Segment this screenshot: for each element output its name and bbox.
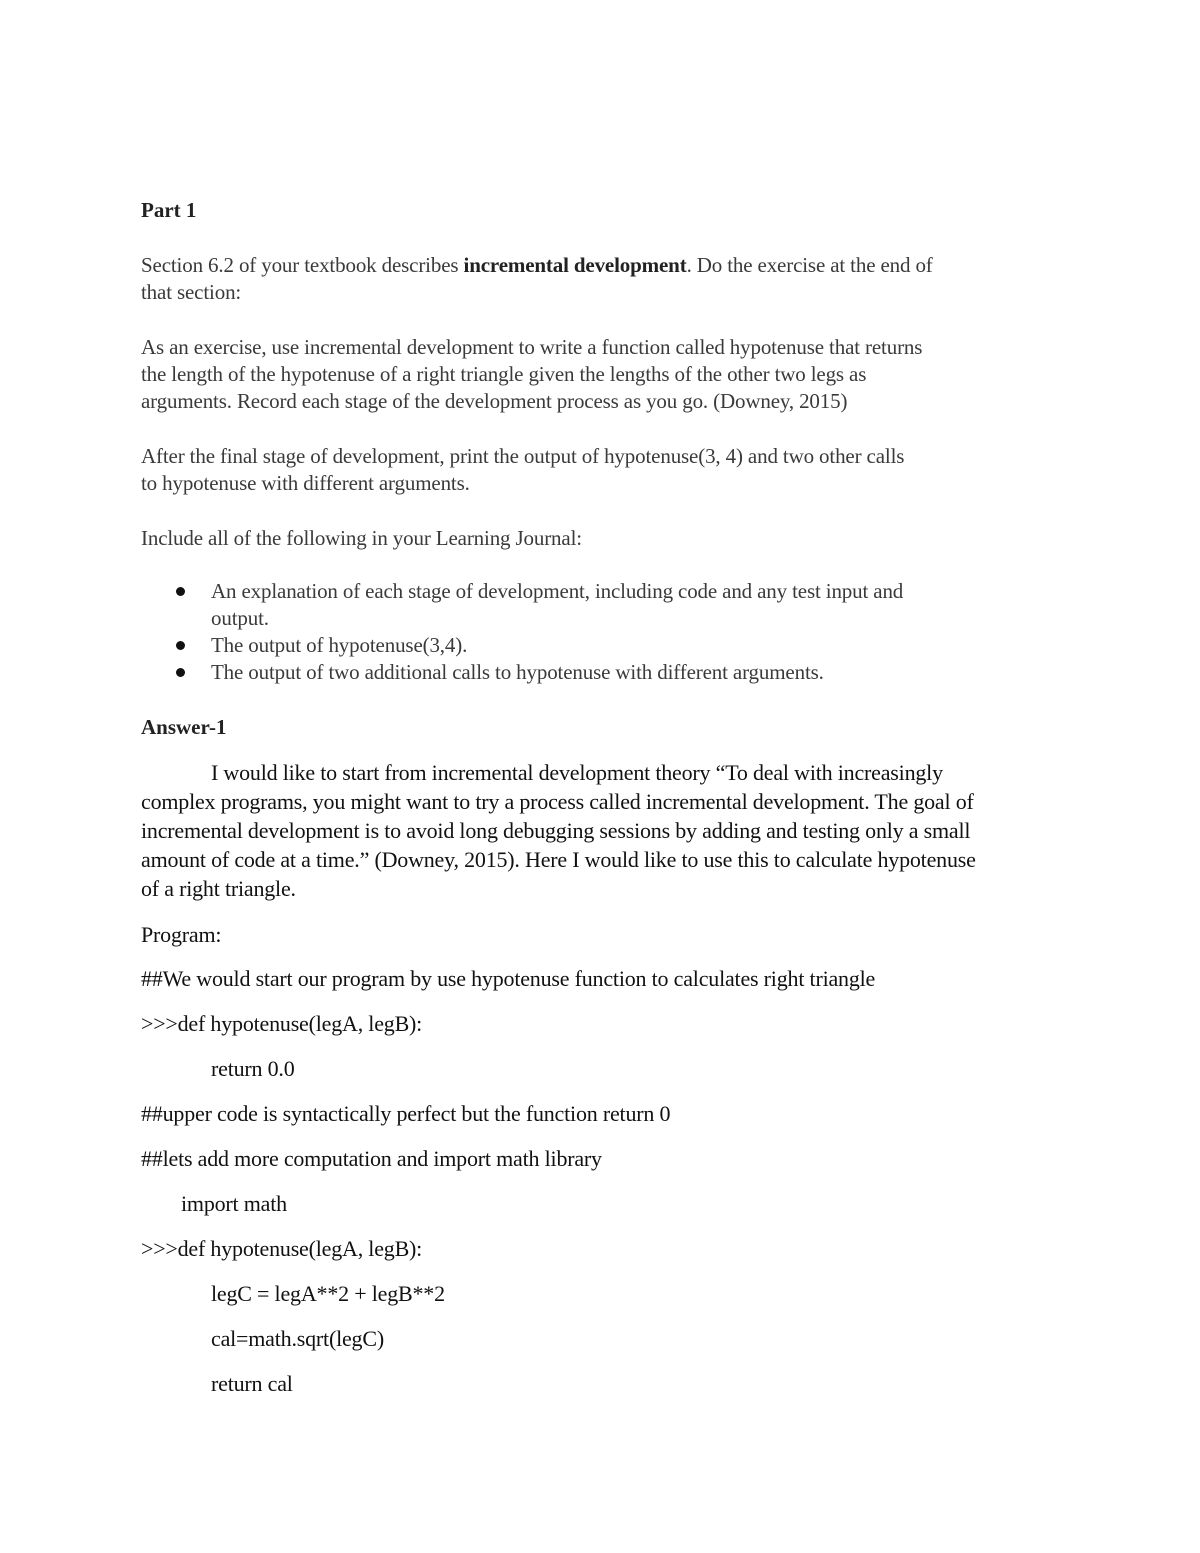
answer-line: I would like to start from incremental development theory “To deal with increasingly: [211, 760, 943, 785]
bullet-item: An explanation of each stage of development, including code and any test input and: [211, 579, 904, 603]
code-comment: ##lets add more computation and import math library: [141, 1146, 602, 1171]
intro-text-after: . Do the exercise at the end of: [686, 253, 933, 277]
part-heading: Part 1: [141, 198, 197, 222]
bullet-item: The output of hypotenuse(3,4).: [211, 633, 468, 657]
program-label: Program:: [141, 922, 222, 947]
code-line: import math: [181, 1191, 287, 1216]
bullet-icon: [176, 587, 185, 596]
code-line: return cal: [211, 1371, 293, 1396]
code-line: >>>def hypotenuse(legA, legB):: [141, 1236, 423, 1261]
intro-bold-term: incremental development: [463, 253, 687, 277]
after-line: After the final stage of development, print the output of hypotenuse(3, 4) and two other calls: [141, 444, 905, 468]
answer-line: incremental development is to avoid long debugging sessions by adding and testing only a small: [141, 818, 971, 843]
exercise-line: arguments. Record each stage of the development process as you go. (Downey, 2015): [141, 389, 848, 413]
bullet-item: The output of two additional calls to hypotenuse with different arguments.: [211, 660, 824, 684]
intro-line-2: that section:: [141, 280, 242, 304]
exercise-line: the length of the hypotenuse of a right triangle given the lengths of the other two legs as: [141, 362, 867, 386]
bullet-item-continued: output.: [211, 606, 269, 630]
code-line: legC = legA**2 + legB**2: [211, 1281, 445, 1306]
code-line: cal=math.sqrt(legC): [211, 1326, 384, 1351]
after-line: to hypotenuse with different arguments.: [141, 471, 470, 495]
answer-line: amount of code at a time.” (Downey, 2015). Here I would like to use this to calculate hypotenuse: [141, 847, 976, 872]
intro-text-before: Section 6.2 of your textbook describes: [141, 253, 464, 277]
answer-heading: Answer-1: [141, 715, 227, 739]
answer-line: complex programs, you might want to try a process called incremental development. The goal of: [141, 789, 974, 814]
code-line: >>>def hypotenuse(legA, legB):: [141, 1011, 423, 1036]
answer-line: of a right triangle.: [141, 876, 296, 901]
intro-line-1: [141, 255, 933, 276]
bullet-icon: [176, 668, 185, 677]
code-comment: ##upper code is syntactically perfect but the function return 0: [141, 1101, 671, 1126]
code-comment: ##We would start our program by use hypotenuse function to calculates right triangle: [141, 966, 876, 991]
bullet-icon: [176, 641, 185, 650]
include-line: Include all of the following in your Learning Journal:: [141, 526, 582, 550]
exercise-line: As an exercise, use incremental development to write a function called hypotenuse that returns: [141, 335, 923, 359]
code-line: return 0.0: [211, 1056, 295, 1081]
